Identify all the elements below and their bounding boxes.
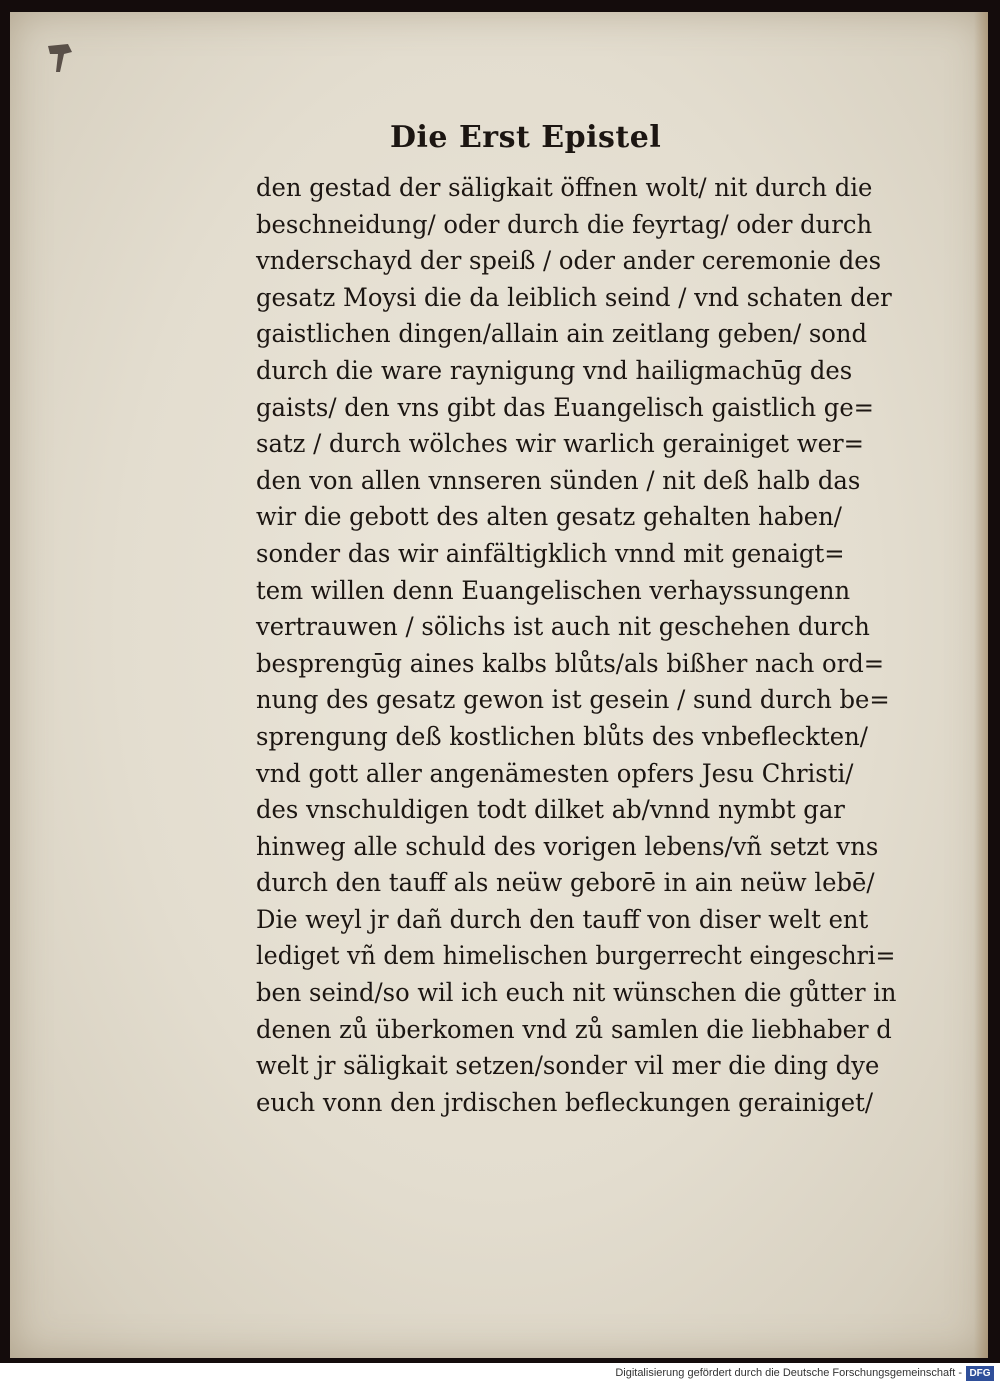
book-page xyxy=(10,12,988,1358)
text-line: durch den tauff als neüw geborē in ain neüw lebē/ xyxy=(256,868,875,898)
text-line: denen zů überkomen vnd zů samlen die liebhaber d xyxy=(256,1014,892,1044)
text-line: vnd gott aller angenämesten opfers Jesu Christi/ xyxy=(256,758,854,788)
text-line: wir die gebott des alten gesatz gehalten haben/ xyxy=(256,502,842,532)
text-line: gaistlichen dingen/allain ain zeitlang geben/ sond xyxy=(256,319,868,349)
text-line: lediget vñ dem himelischen burgerrecht eingeschri= xyxy=(256,941,896,971)
text-line: euch vonn den jrdischen befleckungen gerainiget/ xyxy=(256,1087,873,1117)
text-line: satz / durch wölches wir warlich gerainiget wer= xyxy=(256,429,864,459)
text-line: gaists/ den vns gibt das Euangelisch gaistlich ge= xyxy=(256,392,874,422)
text-line: vnderschayd der speiß / oder ander ceremonie des xyxy=(256,246,882,276)
dfg-logo: DFG xyxy=(966,1366,994,1381)
text-line: besprengūg aines kalbs blůts/als bißher nach ord= xyxy=(256,648,885,678)
text-line: gesatz Moysi die da leiblich seind / vnd schaten der xyxy=(256,282,892,312)
footer-credit: Digitalisierung gefördert durch die Deutsche Forschungsgemeinschaft - xyxy=(615,1367,962,1379)
text-line: sonder das wir ainfältigklich vnnd mit genaigt= xyxy=(256,538,845,568)
text-line: tem willen denn Euangelischen verhayssungenn xyxy=(256,575,851,605)
page-edge-shadow xyxy=(974,12,988,1358)
text-line: hinweg alle schuld des vorigen lebens/vñ setzt vns xyxy=(256,831,879,861)
text-line: Die weyl jr dañ durch den tauff von diser welt ent xyxy=(256,904,869,934)
text-line: den von allen vnnseren sünden / nit deß halb das xyxy=(256,465,861,495)
text-line: welt jr säligkait setzen/sonder vil mer die ding dye xyxy=(256,1051,880,1081)
text-line: sprengung deß kostlichen blůts des vnbefleckten/ xyxy=(256,721,868,751)
footer-bar xyxy=(0,1363,1000,1385)
text-line: vertrauwen / sölichs ist auch nit geschehen durch xyxy=(256,612,870,642)
text-line: durch die ware raynigung vnd hailigmachūg des xyxy=(256,355,853,385)
text-line: nung des gesatz gewon ist gesein / sund durch be= xyxy=(256,685,890,715)
text-line: den gestad der säligkait öffnen wolt/ nit durch die xyxy=(256,173,873,202)
printer-mark-icon xyxy=(42,38,82,78)
page-header: Die Erst Epistel xyxy=(390,120,662,155)
text-line: beschneidung/ oder durch die feyrtag/ oder durch xyxy=(256,209,873,239)
body-text xyxy=(256,170,916,1121)
text-line: ben seind/so wil ich euch nit wünschen die gůtter in xyxy=(256,978,897,1008)
text-line: des vnschuldigen todt dilket ab/vnnd nymbt gar xyxy=(256,795,845,825)
